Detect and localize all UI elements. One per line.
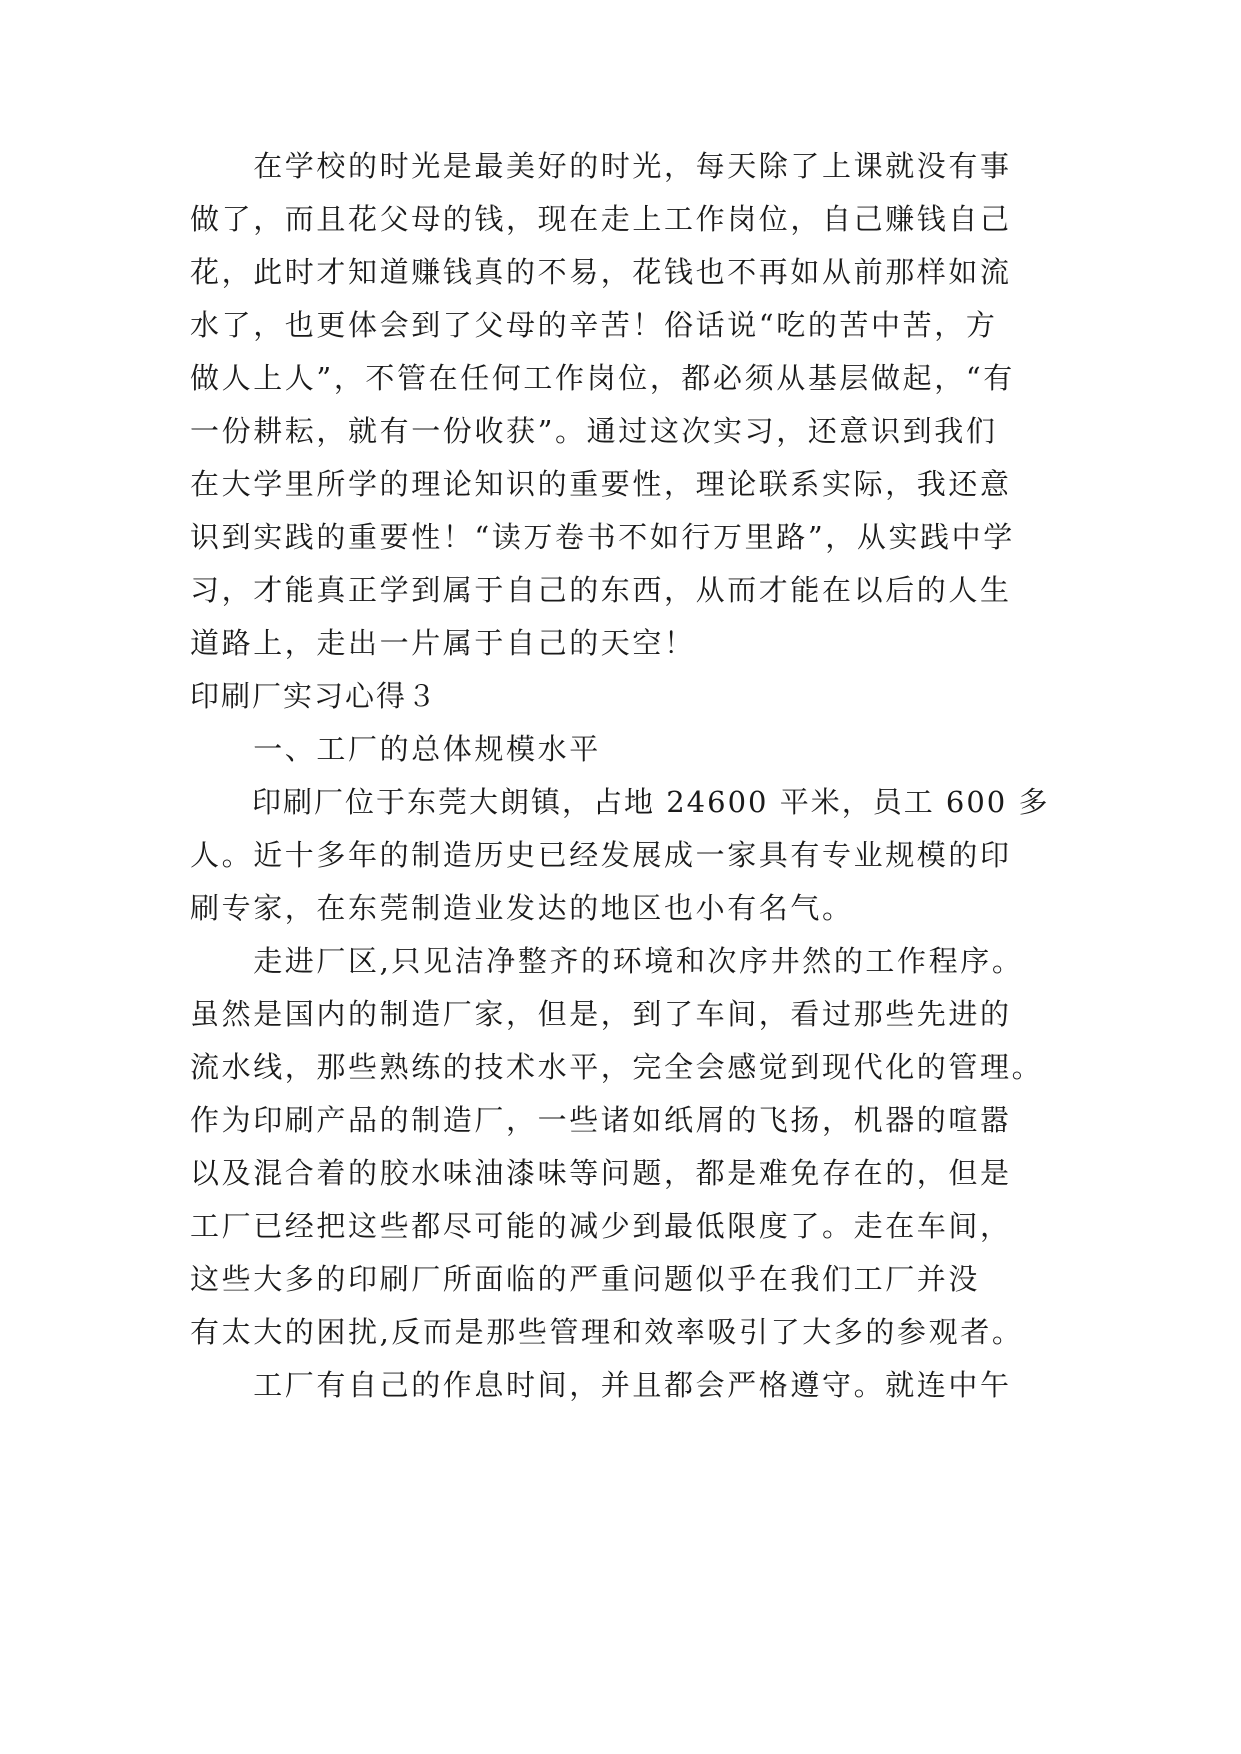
text-line: 习，才能真正学到属于自己的东西，从而才能在以后的人生 (190, 573, 1012, 607)
text-line: 人。近十多年的制造历史已经发展成一家具有专业规模的印 (190, 838, 1012, 872)
text-line: 印刷厂位于东莞大朗镇，占地 24600 平米，员工 600 多 (190, 785, 1050, 819)
text-line: 做人上人”，不管在任何工作岗位，都必须从基层做起，“有 (190, 361, 1015, 395)
text-line: 工厂有自己的作息时间，并且都会严格遵守。就连中午 (190, 1368, 1012, 1402)
text-line: 在大学里所学的理论知识的重要性，理论联系实际，我还意 (190, 467, 1012, 501)
text-line: 做了，而且花父母的钱，现在走上工作岗位，自己赚钱自己 (190, 202, 1012, 236)
text-line: 道路上，走出一片属于自己的天空！ (190, 626, 696, 660)
text-line: 一份耕耘，就有一份收获”。通过这次实习，还意识到我们 (190, 414, 998, 448)
text-line: 工厂已经把这些都尽可能的减少到最低限度了。走在车间， (190, 1209, 1012, 1243)
text-line: 水了，也更体会到了父母的辛苦！俗话说“吃的苦中苦，方 (190, 308, 998, 342)
text-line: 流水线，那些熟练的技术水平，完全会感觉到现代化的管理。 (190, 1050, 1044, 1084)
text-line: 花，此时才知道赚钱真的不易，花钱也不再如从前那样如流 (190, 255, 1012, 289)
text-line: 识到实践的重要性！“读万卷书不如行万里路”，从实践中学 (190, 520, 1015, 554)
text-line: 作为印刷产品的制造厂，一些诸如纸屑的飞扬，机器的喧嚣 (190, 1103, 1012, 1137)
section-title: 印刷厂实习心得３ (190, 679, 439, 713)
subsection-heading: 一、工厂的总体规模水平 (190, 732, 601, 766)
text-line: 刷专家，在东莞制造业发达的地区也小有名气。 (190, 891, 854, 925)
text-line: 虽然是国内的制造厂家，但是，到了车间，看过那些先进的 (190, 997, 1012, 1031)
text-line: 走进厂区,只见洁净整齐的环境和次序井然的工作程序。 (190, 944, 1024, 978)
text-line: 在学校的时光是最美好的时光，每天除了上课就没有事 (190, 149, 1012, 183)
text-line: 有太大的困扰,反而是那些管理和效率吸引了大多的参观者。 (190, 1315, 1024, 1349)
text-line: 这些大多的印刷厂所面临的严重问题似乎在我们工厂并没 (190, 1262, 981, 1296)
text-line: 以及混合着的胶水味油漆味等问题，都是难免存在的，但是 (190, 1156, 1012, 1190)
